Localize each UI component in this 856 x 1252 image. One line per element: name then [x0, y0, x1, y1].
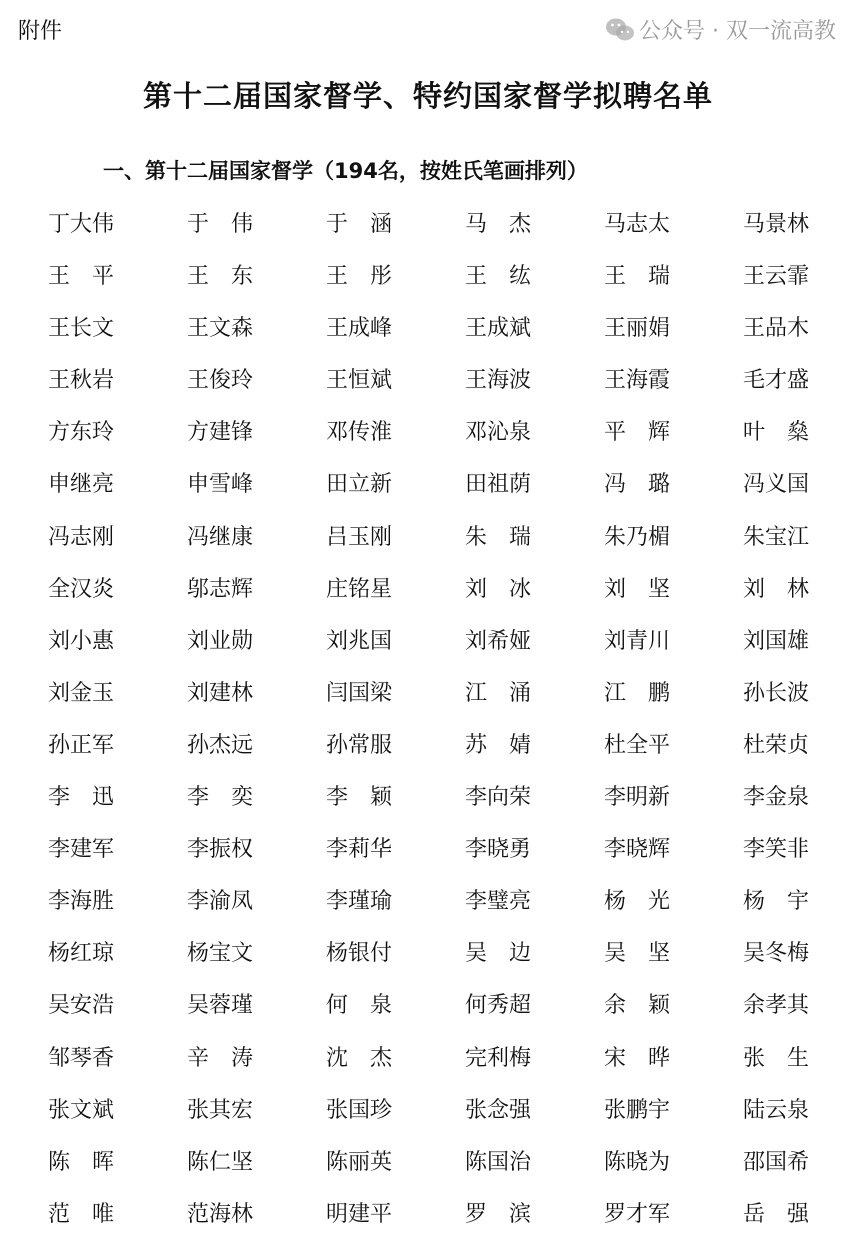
- name-entry: 李 颖: [326, 785, 393, 811]
- wechat-icon: [605, 17, 635, 43]
- name-entry: 邹琴香: [48, 1045, 115, 1071]
- name-entry: 宋 晔: [604, 1045, 671, 1071]
- name-entry: 刘国雄: [743, 628, 810, 654]
- name-entry: 江 鹏: [604, 680, 671, 706]
- watermark-text: 公众号 · 双一流高教: [639, 19, 836, 44]
- name-entry: 范 唯: [48, 1201, 115, 1227]
- name-entry: 李向荣: [465, 785, 532, 811]
- name-entry: 李金泉: [743, 785, 810, 811]
- name-entry: 刘业勋: [187, 628, 254, 654]
- name-entry: 余 颖: [604, 993, 671, 1019]
- name-entry: 毛才盛: [743, 368, 810, 394]
- name-entry: 邬志辉: [187, 576, 254, 602]
- name-entry: 于 伟: [187, 212, 254, 237]
- name-entry: 申继亮: [48, 472, 115, 498]
- name-entry: 方东玲: [48, 420, 115, 446]
- name-entry: 马 杰: [465, 212, 532, 237]
- name-entry: 张 生: [743, 1045, 810, 1071]
- name-entry: 江 涌: [465, 680, 532, 706]
- name-entry: 刘小惠: [48, 628, 115, 654]
- name-entry: 朱宝江: [743, 524, 810, 550]
- name-entry: 何 泉: [326, 993, 393, 1019]
- name-entry: 刘青川: [604, 628, 671, 654]
- name-entry: 王 东: [187, 264, 254, 290]
- name-entry: 王俊玲: [187, 368, 254, 394]
- name-entry: 王 瑞: [604, 264, 671, 290]
- name-entry: 刘希娅: [465, 628, 532, 654]
- document-title: 第十二届国家督学、特约国家督学拟聘名单: [142, 79, 713, 113]
- name-entry: 李建军: [48, 837, 115, 863]
- name-entry: 庄铭星: [326, 576, 393, 602]
- attachment-label: 附件: [18, 19, 63, 44]
- name-entry: 刘金玉: [48, 680, 115, 706]
- name-entry: 杜全平: [604, 732, 671, 758]
- name-entry: 申雪峰: [187, 472, 254, 498]
- name-entry: 杜荣贞: [743, 732, 810, 758]
- name-entry: 李 迅: [48, 785, 115, 811]
- watermark: [605, 14, 836, 45]
- name-entry: 陈 晖: [48, 1149, 115, 1175]
- section-title: 一、第十二届国家督学（194名，按姓氏笔画排列）: [103, 159, 588, 183]
- name-entry: 杨 光: [604, 889, 671, 915]
- name-entry: 杨红琼: [48, 941, 115, 967]
- name-entry: 陈国治: [465, 1149, 532, 1175]
- name-entry: 邓传淮: [326, 420, 393, 446]
- name-entry: 陈仁坚: [187, 1149, 254, 1175]
- name-entry: 罗 滨: [465, 1201, 532, 1227]
- name-entry: 杨宝文: [187, 941, 254, 967]
- name-entry: 朱乃楣: [604, 524, 671, 550]
- name-entry: 范海林: [187, 1201, 254, 1227]
- name-entry: 方建锋: [187, 420, 254, 446]
- name-entry: 于 涵: [326, 212, 393, 237]
- name-entry: 完利梅: [465, 1045, 532, 1071]
- name-entry: 刘 林: [743, 576, 810, 602]
- name-entry: 叶 燊: [743, 420, 810, 446]
- name-entry: 王云霏: [743, 264, 810, 290]
- name-entry: 张国珍: [326, 1097, 393, 1123]
- name-entry: 罗才军: [604, 1201, 671, 1227]
- name-entry: 张其宏: [187, 1097, 254, 1123]
- name-entry: 邓沁泉: [465, 420, 532, 446]
- name-entry: 孙常服: [326, 732, 393, 758]
- name-entry: 李振权: [187, 837, 254, 863]
- name-entry: 余孝其: [743, 993, 810, 1019]
- name-entry: 吴蓉瑾: [187, 993, 254, 1019]
- name-entry: 苏 婧: [465, 732, 532, 758]
- name-entry: 陈丽英: [326, 1149, 393, 1175]
- name-entry: 闫国梁: [326, 680, 393, 706]
- name-entry: 张鹏宇: [604, 1097, 671, 1123]
- name-entry: 冯继康: [187, 524, 254, 550]
- name-entry: 刘 冰: [465, 576, 532, 602]
- name-entry: 王 纮: [465, 264, 532, 290]
- name-entry: 李明新: [604, 785, 671, 811]
- name-entry: 王 平: [48, 264, 115, 290]
- name-entry: 刘建林: [187, 680, 254, 706]
- name-entry: 王恒斌: [326, 368, 393, 394]
- name-entry: 李渝凤: [187, 889, 254, 915]
- name-entry: 马景林: [743, 212, 810, 237]
- name-entry: 王海霞: [604, 368, 671, 394]
- name-entry: 李晓勇: [465, 837, 532, 863]
- name-entry: 王长文: [48, 316, 115, 342]
- name-entry: 王丽娟: [604, 316, 671, 342]
- name-entry: 王成斌: [465, 316, 532, 342]
- name-entry: 李晓辉: [604, 837, 671, 863]
- name-entry: 冯 璐: [604, 472, 671, 498]
- name-entry: 李 奕: [187, 785, 254, 811]
- name-entry: 吴 坚: [604, 941, 671, 967]
- name-entry: 平 辉: [604, 420, 671, 446]
- name-entry: 冯义国: [743, 472, 810, 498]
- name-entry: 田祖荫: [465, 472, 532, 498]
- name-entry: 岳 强: [743, 1201, 810, 1227]
- name-entry: 李瑾瑜: [326, 889, 393, 915]
- name-entry: 李莉华: [326, 837, 393, 863]
- name-entry: 吴 边: [465, 941, 532, 967]
- name-entry: 杨银付: [326, 941, 393, 967]
- name-entry: 王 彤: [326, 264, 393, 290]
- name-entry: 吴冬梅: [743, 941, 810, 967]
- name-entry: 吴安浩: [48, 993, 115, 1019]
- name-entry: 沈 杰: [326, 1045, 393, 1071]
- name-entry: 辛 涛: [187, 1045, 254, 1071]
- name-entry: 刘兆国: [326, 628, 393, 654]
- name-entry: 孙长波: [743, 680, 810, 706]
- name-entry: 明建平: [326, 1201, 393, 1227]
- name-entry: 李笑非: [743, 837, 810, 863]
- name-entry: 丁大伟: [48, 212, 115, 237]
- name-list: [48, 207, 856, 1249]
- name-entry: 张文斌: [48, 1097, 115, 1123]
- name-entry: 王成峰: [326, 316, 393, 342]
- name-entry: 王海波: [465, 368, 532, 394]
- name-entry: 何秀超: [465, 993, 532, 1019]
- name-entry: 邵国希: [743, 1149, 810, 1175]
- name-entry: 刘 坚: [604, 576, 671, 602]
- name-entry: 王秋岩: [48, 368, 115, 394]
- name-entry: 朱 瑞: [465, 524, 532, 550]
- name-entry: 孙正军: [48, 732, 115, 758]
- name-entry: 王文森: [187, 316, 254, 342]
- name-entry: 李海胜: [48, 889, 115, 915]
- name-entry: 杨 宇: [743, 889, 810, 915]
- name-entry: 田立新: [326, 472, 393, 498]
- name-entry: 张念强: [465, 1097, 532, 1123]
- name-entry: 王品木: [743, 316, 810, 342]
- name-entry: 陆云泉: [743, 1097, 810, 1123]
- name-entry: 孙杰远: [187, 732, 254, 758]
- name-entry: 吕玉刚: [326, 524, 393, 550]
- name-entry: 马志太: [604, 212, 671, 237]
- name-entry: 冯志刚: [48, 524, 115, 550]
- name-entry: 陈晓为: [604, 1149, 671, 1175]
- name-entry: 全汉炎: [48, 576, 115, 602]
- name-entry: 李璧亮: [465, 889, 532, 915]
